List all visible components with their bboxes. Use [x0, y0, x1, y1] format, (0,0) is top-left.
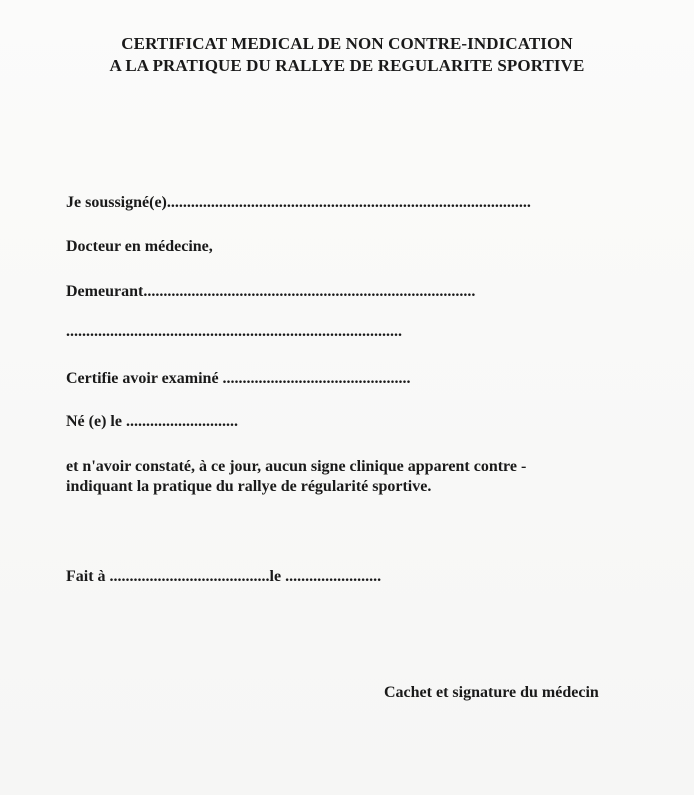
birth-date-field: Né (e) le ............................ [66, 413, 238, 430]
statement-line-2: indiquant la pratique du rallye de régularité sportive. [66, 478, 432, 495]
docteur-label: Docteur en médecine, [66, 238, 213, 255]
certifie-field: Certifie avoir examiné ............................................... [66, 370, 411, 387]
signature-label: Cachet et signature du médecin [384, 684, 599, 701]
demeurant-field: Demeurant................................................................................... [66, 283, 476, 300]
statement-line-1: et n'avoir constaté, à ce jour, aucun signe clinique apparent contre - [66, 458, 527, 475]
soussigne-field: Je soussigné(e)........................................................................................... [66, 194, 531, 211]
place-date-field: Fait à ........................................le ........................ [66, 568, 382, 585]
document-title-line-1: CERTIFICAT MEDICAL DE NON CONTRE-INDICATION [121, 34, 573, 53]
document-title-line-2: A LA PRATIQUE DU RALLYE DE REGULARITE SPORTIVE [109, 56, 585, 75]
address-continuation-field: .................................................................................... [66, 323, 402, 340]
